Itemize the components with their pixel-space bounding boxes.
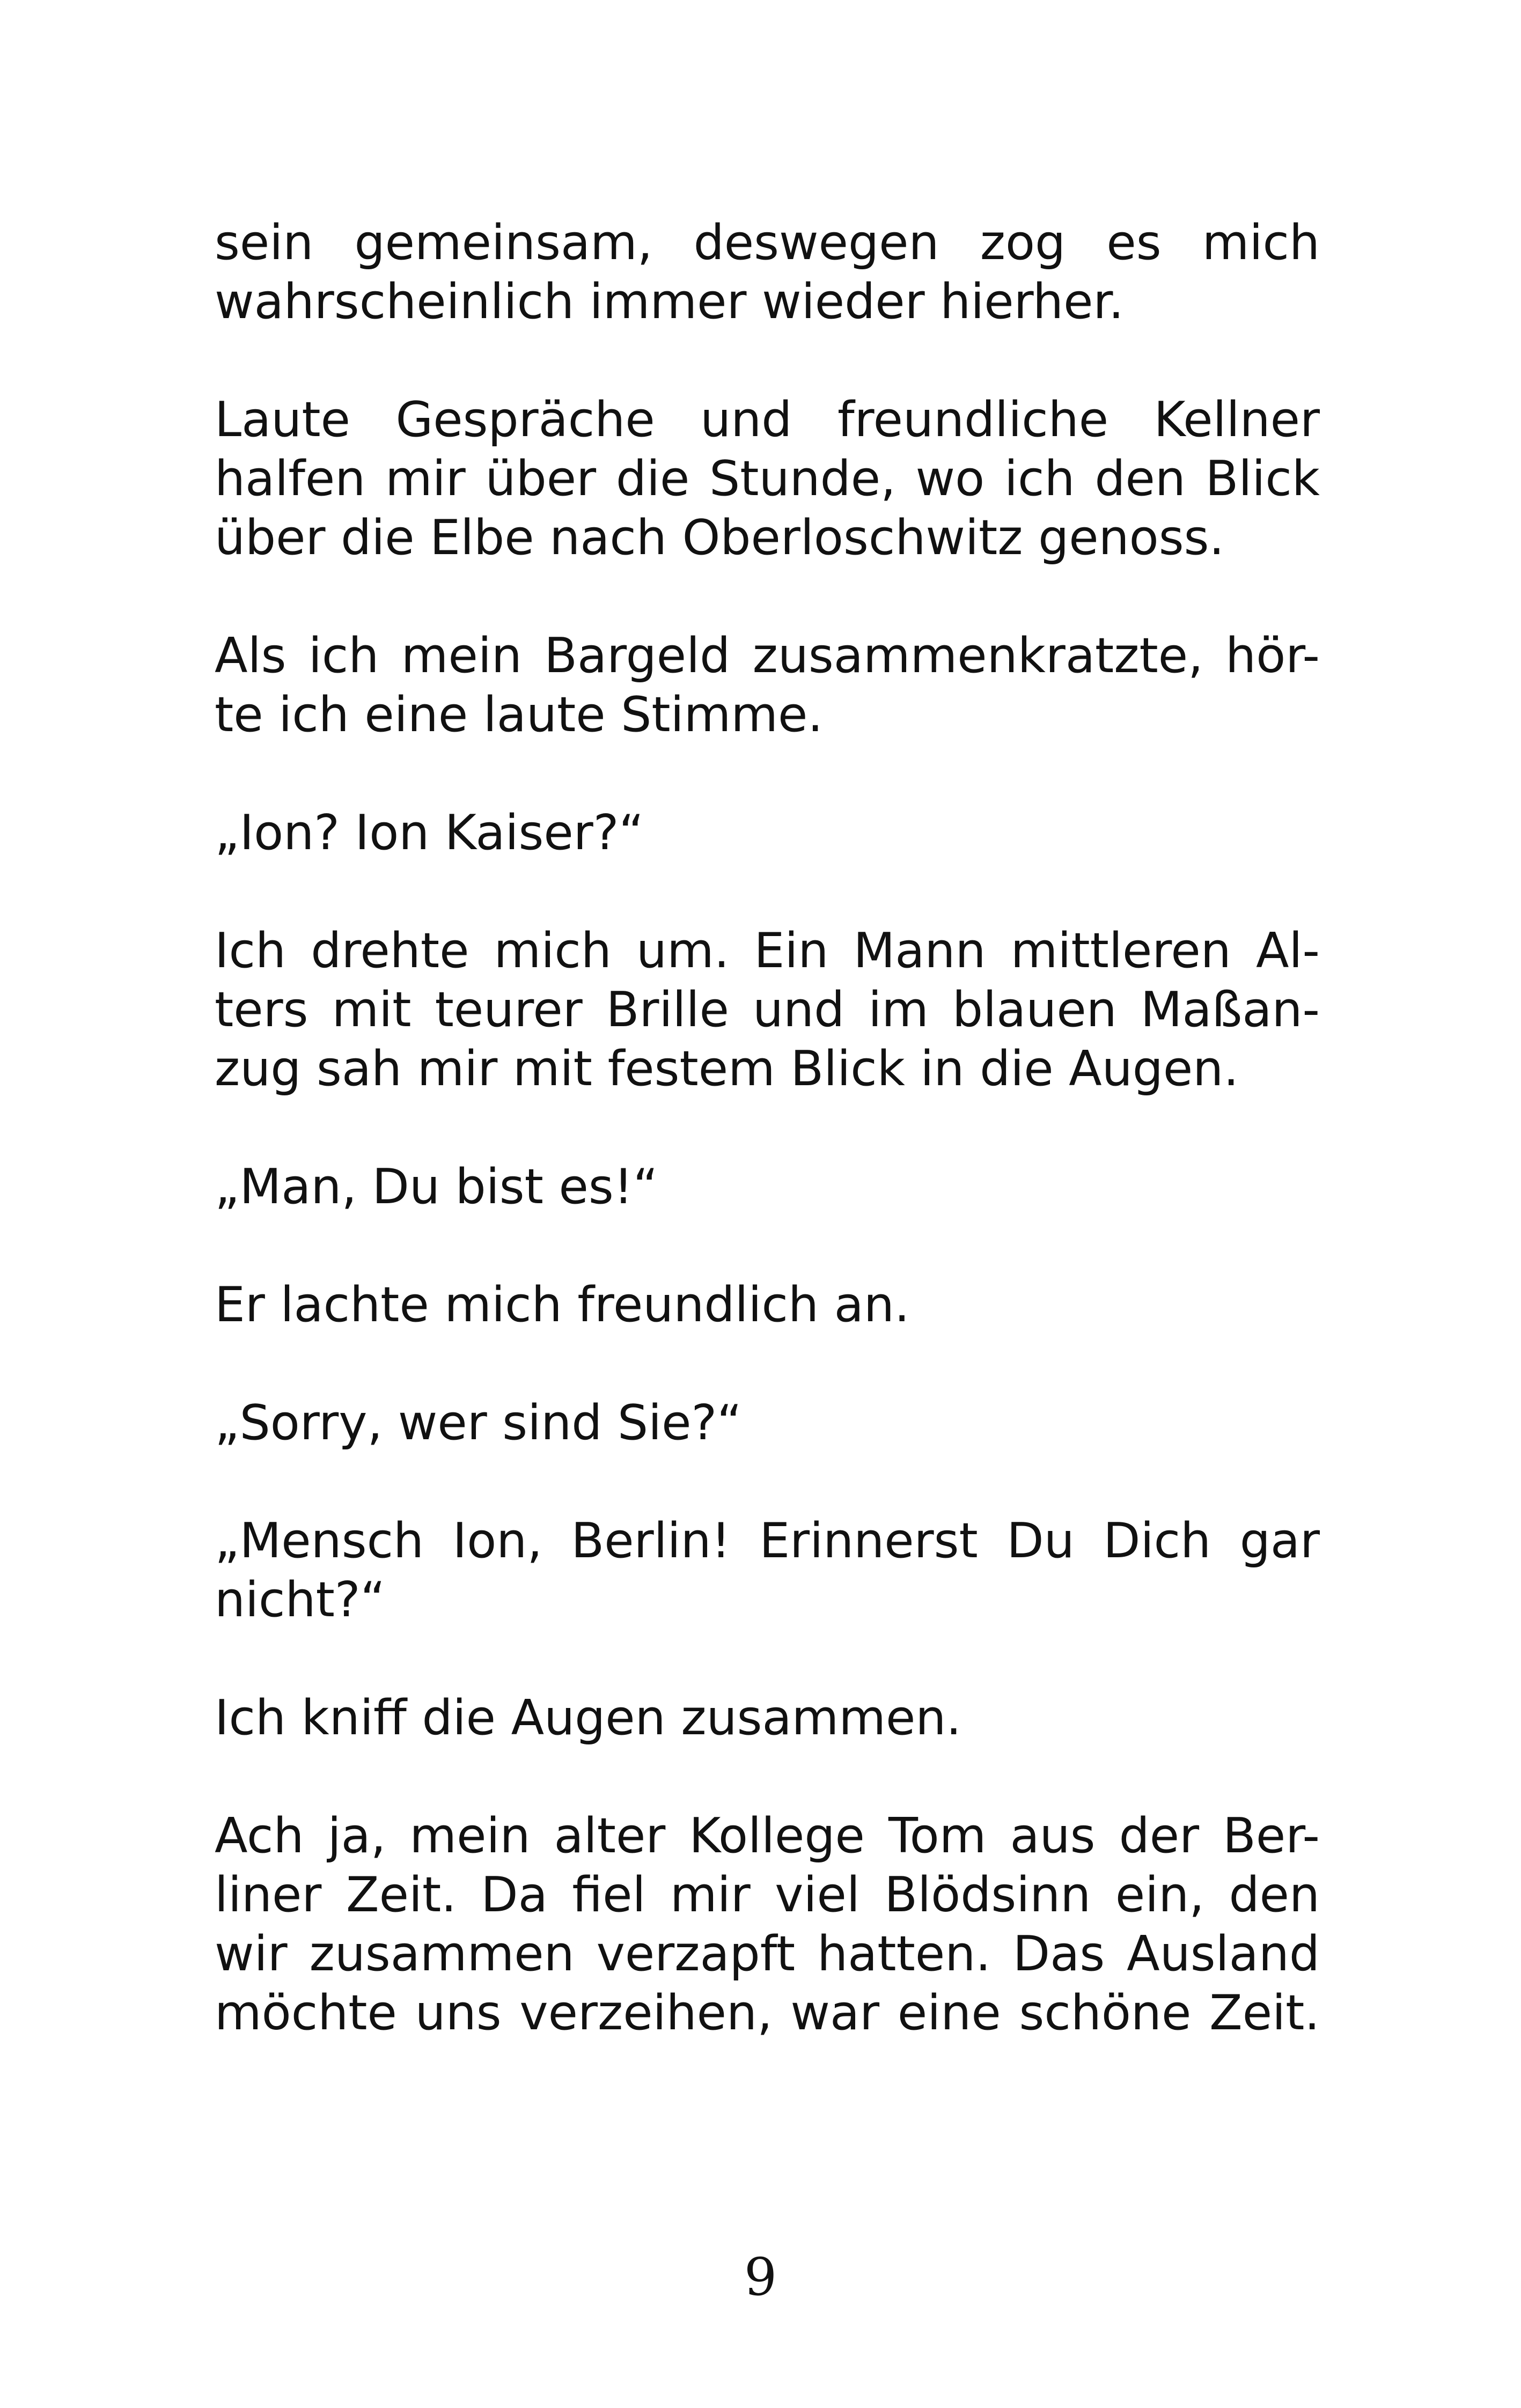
text-line: Ach ja, mein alter Kollege Tom aus der Ber- bbox=[215, 1808, 1320, 1864]
text-line: te ich eine laute Stimme. bbox=[215, 687, 824, 743]
text-line: „Mensch Ion, Berlin! Erinnerst Du Dich gar bbox=[215, 1513, 1320, 1569]
text-line: wir zusammen verzapft hatten. Das Ausland bbox=[215, 1926, 1320, 1982]
text-line: „Man, Du bist es!“ bbox=[215, 1159, 658, 1215]
text-line: Laute Gespräche und freundliche Kellner bbox=[215, 392, 1320, 448]
text-line: zug sah mir mit festem Blick in die Augen. bbox=[215, 1041, 1239, 1097]
text-line: halfen mir über die Stunde, wo ich den Blick bbox=[215, 451, 1320, 507]
dialogue-paragraph bbox=[215, 804, 1320, 863]
page-number: 9 bbox=[744, 2247, 777, 2307]
dialogue-paragraph bbox=[215, 1394, 1320, 1453]
text-line: Als ich mein Bargeld zusammenkratzte, hör- bbox=[215, 628, 1320, 684]
text-line: „Sorry, wer sind Sie?“ bbox=[215, 1395, 742, 1451]
text-line: „Ion? Ion Kaiser?“ bbox=[215, 805, 644, 861]
text-line: ters mit teurer Brille und im blauen Maßan- bbox=[215, 982, 1320, 1038]
text-line: wahrscheinlich immer wieder hierher. bbox=[215, 274, 1124, 330]
paragraph bbox=[215, 213, 1320, 332]
text-line: sein gemeinsam, deswegen zog es mich bbox=[215, 215, 1320, 271]
text-line: liner Zeit. Da fiel mir viel Blödsinn ein, den bbox=[215, 1867, 1320, 1923]
paragraph bbox=[215, 627, 1320, 745]
text-line: Ich kniff die Augen zusammen. bbox=[215, 1690, 962, 1746]
paragraph bbox=[215, 1807, 1320, 2043]
paragraph bbox=[215, 391, 1320, 568]
text-line: Er lachte mich freundlich an. bbox=[215, 1277, 910, 1333]
text-line: möchte uns verzeihen, war eine schöne Zeit. bbox=[215, 1985, 1320, 2041]
paragraph bbox=[215, 1276, 1320, 1335]
dialogue-paragraph bbox=[215, 1158, 1320, 1217]
paragraph bbox=[215, 1689, 1320, 1748]
body-text bbox=[215, 213, 1320, 2102]
paragraph bbox=[215, 922, 1320, 1099]
text-line: Ich drehte mich um. Ein Mann mittleren Al- bbox=[215, 923, 1320, 979]
text-line: nicht?“ bbox=[215, 1572, 386, 1628]
text-line: über die Elbe nach Oberloschwitz genoss. bbox=[215, 510, 1225, 566]
dialogue-paragraph bbox=[215, 1512, 1320, 1630]
